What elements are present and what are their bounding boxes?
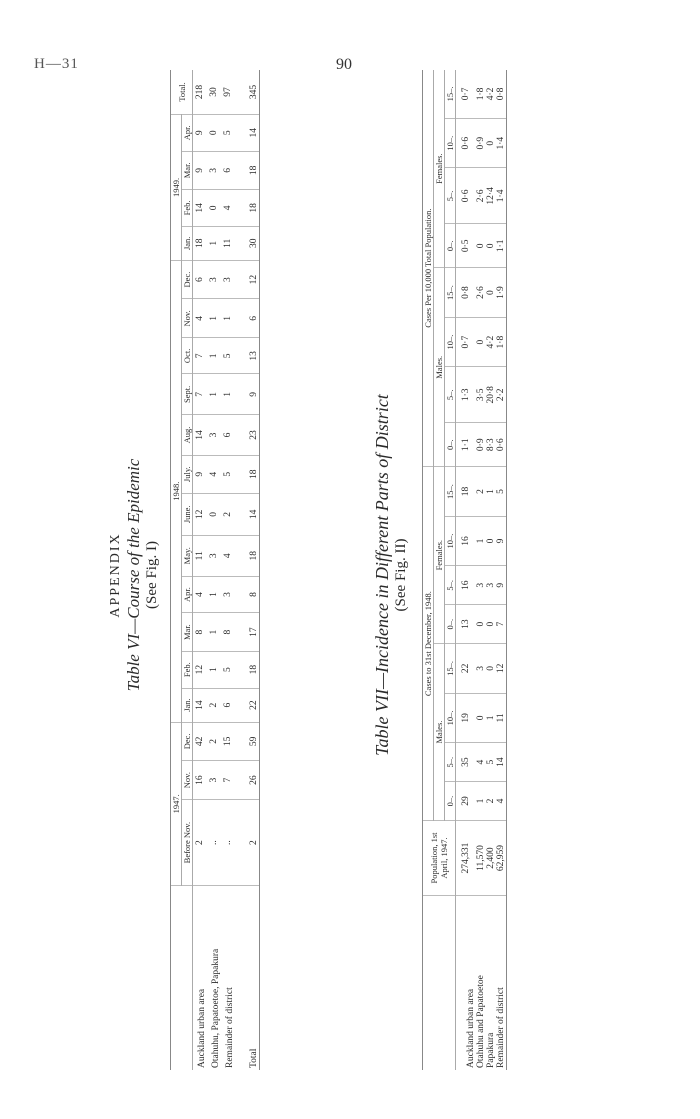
table-cell: ..: [207, 800, 221, 886]
table-cell: 0·8: [496, 70, 507, 118]
month-header: Feb.: [182, 651, 193, 688]
table-cell: 2: [193, 800, 208, 886]
table-cell: 218: [193, 70, 208, 114]
table-cell: 1: [207, 299, 221, 338]
table-cell: 1·8: [496, 317, 507, 367]
table-cell: 14: [235, 493, 260, 535]
table-cell: 3: [207, 151, 221, 189]
month-header: Aug.: [182, 415, 193, 455]
table-cell: 17: [235, 613, 260, 651]
table-cell: 12: [193, 651, 208, 688]
table-cell: 3: [207, 761, 221, 800]
table-cell: 18: [235, 651, 260, 688]
table-cell: 5: [221, 455, 235, 493]
table-cell: 0: [476, 224, 486, 268]
table-cell: 1·3: [456, 367, 477, 423]
table-cell: 7: [193, 374, 208, 415]
table-cell: 23: [235, 415, 260, 455]
table-cell: 9: [193, 151, 208, 189]
table-cell: 30: [235, 226, 260, 260]
table-cell: 1: [486, 467, 496, 517]
table-cell: 13: [456, 605, 477, 644]
rate-males: Males.: [434, 268, 445, 467]
table-cell: 1: [207, 374, 221, 415]
table-cell: 5: [221, 114, 235, 151]
table-row: [207, 70, 221, 1070]
table-cell: 15: [221, 722, 235, 760]
row-label: Total: [235, 886, 260, 1071]
table-cell: 11: [221, 226, 235, 260]
table-cell: 59: [235, 722, 260, 760]
month-header: Oct.: [182, 338, 193, 374]
table-cell: 8: [193, 613, 208, 651]
table-cell: 1: [476, 516, 486, 566]
table-cell: 0: [476, 693, 486, 743]
table-cell: 4: [221, 535, 235, 576]
table-row: [221, 70, 235, 1070]
table-cell: 5: [486, 743, 496, 782]
table-cell: 1: [207, 226, 221, 260]
table-cell: 0: [207, 190, 221, 227]
table-cell: 2: [235, 800, 260, 886]
table-cell: 2: [476, 467, 486, 517]
age-header: 10–.: [445, 693, 456, 743]
month-header: Nov.: [182, 761, 193, 800]
table-cell: 12: [496, 644, 507, 694]
table-cell: 0: [207, 114, 221, 151]
table-cell: 5: [221, 338, 235, 374]
cases-females: Females.: [434, 467, 445, 644]
table-cell: 26: [235, 761, 260, 800]
population-cell: 274,331: [456, 821, 477, 896]
appendix-heading: APPENDIX: [108, 532, 123, 618]
table-cell: 0: [476, 605, 486, 644]
table-cell: 7: [221, 761, 235, 800]
month-header: Sept.: [182, 374, 193, 415]
table-cell: 18: [193, 226, 208, 260]
table-cell: 7: [496, 605, 507, 644]
table-row: [456, 70, 477, 1070]
table-cell: 3: [207, 260, 221, 298]
table-cell: 6: [221, 688, 235, 722]
table-cell: 6: [221, 415, 235, 455]
table-cell: 1·4: [496, 168, 507, 224]
row-label: Otahuhu, Papatoetoe, Papakura: [211, 948, 221, 1068]
table-cell: 3·5: [476, 367, 486, 423]
page-id: H—31: [34, 56, 79, 72]
population-header: Population, 1st April, 1947.: [423, 821, 456, 896]
age-header: 10–.: [445, 317, 456, 367]
month-header: Before Nov.: [182, 800, 193, 886]
table-cell: 5: [221, 651, 235, 688]
table-cell: 0·5: [456, 224, 477, 268]
table-cell: 13: [235, 338, 260, 374]
table-cell: ..: [221, 800, 235, 886]
age-header: 0–.: [445, 224, 456, 268]
table-cell: 4: [476, 743, 486, 782]
table-cell: 12·4: [486, 168, 496, 224]
table-cell: 2·6: [476, 268, 486, 318]
table-cell: 30: [207, 70, 221, 114]
table-cell: 9: [496, 566, 507, 605]
table-cell: 2·2: [496, 367, 507, 423]
row-label: Remainder of district: [225, 987, 235, 1068]
table-cell: 16: [193, 761, 208, 800]
table-row: [486, 70, 496, 1070]
table-cell: 345: [235, 70, 260, 114]
table-cell: 97: [221, 70, 235, 114]
row-label: Auckland urban area: [197, 988, 207, 1068]
age-header: 15–.: [445, 70, 456, 118]
age-header: 5–.: [445, 168, 456, 224]
table-cell: 12: [193, 493, 208, 535]
table-cell: 1·1: [456, 423, 477, 467]
table-cell: 19: [456, 693, 477, 743]
rate-females: Females.: [434, 70, 445, 268]
table-cell: 18: [235, 190, 260, 227]
table-cell: 7: [193, 338, 208, 374]
table-cell: 1: [207, 576, 221, 613]
table-cell: 4·2: [486, 317, 496, 367]
table6-subtitle: (See Fig. I): [144, 541, 160, 609]
table-cell: 14: [235, 114, 260, 151]
month-header: Nov.: [182, 299, 193, 338]
table-cell: 18: [456, 467, 477, 517]
table-cell: 0·6: [496, 423, 507, 467]
age-header: 5–.: [445, 743, 456, 782]
table-cell: 2: [486, 782, 496, 821]
month-header: Mar.: [182, 613, 193, 651]
table-cell: 5: [496, 467, 507, 517]
rate-group-header: Cases Per 10,000 Total Population.: [423, 70, 434, 467]
table-cell: 42: [193, 722, 208, 760]
table6-title: Table VI—Course of the Epidemic: [124, 458, 143, 692]
table-cell: 9: [496, 516, 507, 566]
table-cell: 4·2: [486, 70, 496, 118]
table-cell: 3: [207, 415, 221, 455]
table-cell: 9: [235, 374, 260, 415]
age-header: 0–.: [445, 423, 456, 467]
table-row: [193, 70, 208, 1070]
table-cell: 14: [496, 743, 507, 782]
table-cell: 16: [456, 566, 477, 605]
table-cell: 3: [486, 566, 496, 605]
month-header: Jan.: [182, 226, 193, 260]
table-cell: 2: [221, 493, 235, 535]
table-cell: 2·6: [476, 168, 486, 224]
table-cell: 8·3: [486, 423, 496, 467]
table-cell: 3: [221, 260, 235, 298]
table-cell: 3: [207, 535, 221, 576]
table-cell: 14: [193, 190, 208, 227]
table-cell: 20·8: [486, 367, 496, 423]
table-cell: 0: [207, 493, 221, 535]
table-cell: 1: [207, 338, 221, 374]
month-header: Apr.: [182, 576, 193, 613]
row-label: Papakura: [486, 1032, 496, 1068]
table-cell: 3: [221, 576, 235, 613]
table-cell: 0: [486, 605, 496, 644]
table-cell: 4: [193, 576, 208, 613]
age-header: 10–.: [445, 118, 456, 168]
row-label: Remainder of district: [496, 896, 507, 1071]
table6: [170, 70, 260, 1070]
table-cell: 0: [486, 644, 496, 694]
table-cell: 1·9: [496, 268, 507, 318]
table-cell: 3: [476, 566, 486, 605]
table-cell: 9: [193, 455, 208, 493]
table-cell: 11: [496, 693, 507, 743]
year-1947: 1947.: [171, 722, 182, 885]
table-cell: 4: [496, 782, 507, 821]
table-cell: 1: [221, 299, 235, 338]
rotated-sheet: [20, 70, 660, 1080]
table-cell: 0: [486, 224, 496, 268]
table-cell: 18: [235, 151, 260, 189]
age-header: 0–.: [445, 605, 456, 644]
page-number: 90: [336, 56, 352, 73]
table-cell: 1·8: [476, 70, 486, 118]
table-cell: 1: [207, 651, 221, 688]
table-cell: 1: [486, 693, 496, 743]
table-cell: 0: [476, 317, 486, 367]
table-cell: 1·1: [496, 224, 507, 268]
table-cell: 1: [476, 782, 486, 821]
age-header: 15–.: [445, 467, 456, 517]
population-cell: 2,400: [486, 821, 496, 896]
age-header: 10–.: [445, 516, 456, 566]
table-cell: 0·9: [476, 423, 486, 467]
month-header: Jan.: [182, 688, 193, 722]
table-cell: 6: [235, 299, 260, 338]
table-row: [496, 70, 507, 1070]
table-cell: 0: [486, 118, 496, 168]
table-cell: 0·8: [456, 268, 477, 318]
table-cell: 4: [207, 455, 221, 493]
table7-title: Table VII—Incidence in Different Parts of District: [372, 394, 392, 756]
table-cell: 12: [235, 260, 260, 298]
month-header: May.: [182, 535, 193, 576]
month-header: Dec.: [182, 260, 193, 298]
col-total: Total.: [171, 70, 193, 114]
age-header: 15–.: [445, 268, 456, 318]
table-cell: 1·4: [496, 118, 507, 168]
table-cell: 29: [456, 782, 477, 821]
table-cell: 0·6: [456, 118, 477, 168]
table-row: [235, 70, 260, 1070]
population-cell: 11,570: [476, 821, 486, 896]
table-cell: 18: [235, 535, 260, 576]
table-row: [476, 70, 486, 1070]
population-cell: 62,959: [496, 821, 507, 896]
table-cell: 9: [193, 114, 208, 151]
table-cell: 6: [193, 260, 208, 298]
table-cell: 0: [486, 516, 496, 566]
table-cell: 8: [235, 576, 260, 613]
table-cell: 1: [221, 374, 235, 415]
table-cell: 3: [476, 644, 486, 694]
table-cell: 22: [456, 644, 477, 694]
month-header: Apr.: [182, 114, 193, 151]
year-1948: 1948.: [171, 260, 182, 722]
table-cell: 35: [456, 743, 477, 782]
table-cell: 4: [221, 190, 235, 227]
table-cell: 11: [193, 535, 208, 576]
table-cell: 0: [486, 268, 496, 318]
table-cell: 0·7: [456, 317, 477, 367]
table-cell: 16: [456, 516, 477, 566]
month-header: Dec.: [182, 722, 193, 760]
table-cell: 6: [221, 151, 235, 189]
year-1949: 1949.: [171, 114, 182, 260]
table-cell: 18: [235, 455, 260, 493]
table-cell: 2: [207, 722, 221, 760]
month-header: June.: [182, 493, 193, 535]
age-header: 0–.: [445, 782, 456, 821]
row-label: Otahuhu and Papatoetoe: [476, 975, 486, 1068]
age-header: 5–.: [445, 367, 456, 423]
table-cell: 2: [207, 688, 221, 722]
table-cell: 0·6: [456, 168, 477, 224]
month-header: Feb.: [182, 190, 193, 227]
table7-subtitle: (See Fig. II): [393, 538, 409, 612]
table-cell: 22: [235, 688, 260, 722]
cases-males: Males.: [434, 644, 445, 821]
month-header: July.: [182, 455, 193, 493]
month-header: Mar.: [182, 151, 193, 189]
row-label: Auckland urban area: [466, 988, 476, 1068]
table-cell: 0·9: [476, 118, 486, 168]
table-cell: 8: [221, 613, 235, 651]
table7: [422, 70, 507, 1070]
table-cell: 1: [207, 613, 221, 651]
cases-group-header: Cases to 31st December, 1948.: [423, 467, 434, 821]
table-cell: 14: [193, 688, 208, 722]
table-cell: 14: [193, 415, 208, 455]
age-header: 15–.: [445, 644, 456, 694]
table-cell: 0·7: [456, 70, 477, 118]
age-header: 5–.: [445, 566, 456, 605]
table-cell: 4: [193, 299, 208, 338]
